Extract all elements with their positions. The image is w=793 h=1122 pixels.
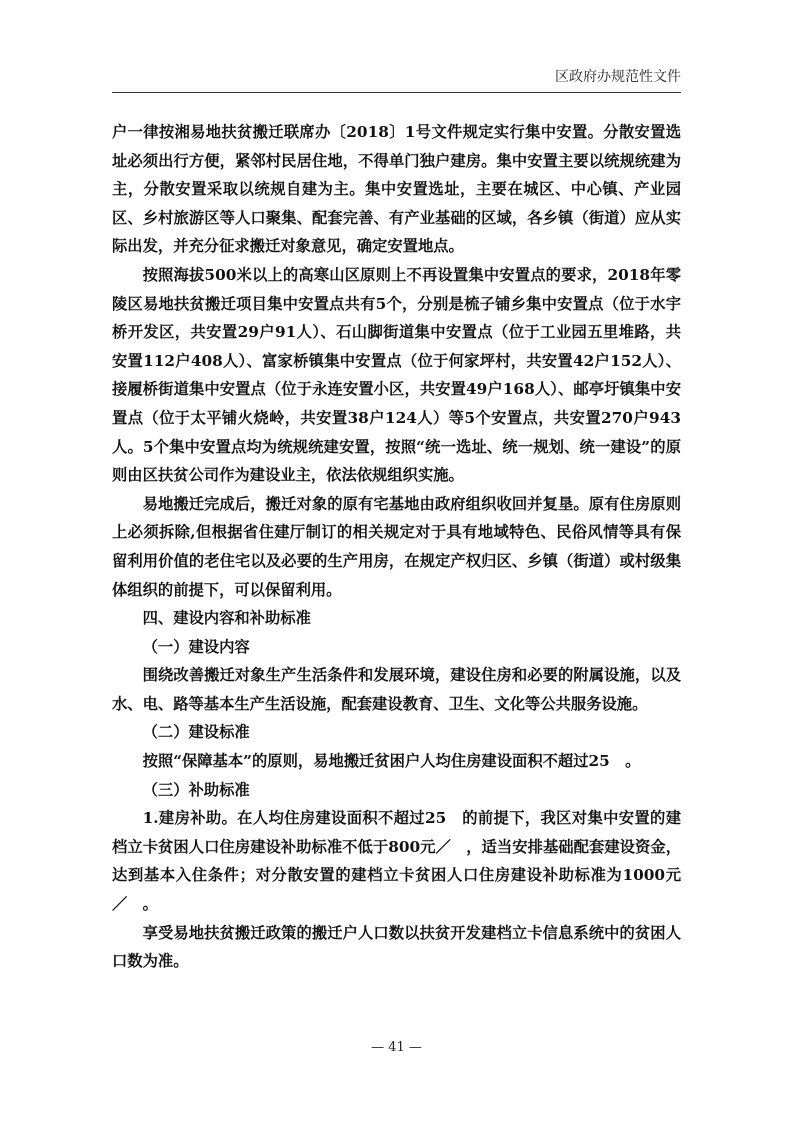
section-heading-construction: 四、建设内容和补助标准 — [142, 609, 311, 628]
header-title: 区政府办规范性文件 — [555, 69, 681, 85]
paragraph-placement-rules: 户一律按湘易地扶贫搬迁联席办〔2018〕1号文件规定实行集中安置。分散安置选址必须出行方便，紧邻村民居住地，不得单门独户建房。集中安置主要以统规统建为主，分散安置采取以统规自建为主。集中安置选址，主要在城区、中心镇、产业园区、乡村旅游区等人口聚集、配套完善、有产业基础的区域，各乡镇（街道）应从实际出发，并充分征求搬迁对象意见，确定安置地点。 — [112, 123, 681, 256]
paragraph-population-basis: 享受易地扶贫搬迁政策的搬迁户人口数以扶贫开发建档立卡信息系统中的贫困人口数为准。 — [112, 923, 681, 971]
paragraph-housing-subsidy: 1.建房补助。在人均住房建设面积不超过25 的前提下，我区对集中安置的建档立卡贫困人口住房建设补助标准不低于800元／ ，适当安排基础配套建设资金，达到基本入住条件；对分散安置的建档立卡贫困人口住房建设补助标准为1000元／ 。 — [112, 809, 681, 914]
subheading-construction-standard: （二）建设标准 — [142, 723, 250, 742]
paragraph-construction-standard: 按照“保障基本”的原则，易地搬迁贫困户人均住房建设面积不超过25 。 — [142, 752, 641, 771]
header-divider — [112, 92, 681, 93]
subheading-subsidy-standard: （三）补助标准 — [142, 780, 250, 799]
paragraph-construction-content: 围绕改善搬迁对象生产生活条件和发展环境，建设住房和必要的附属设施，以及水、电、路等基本生产生活设施，配套建设教育、卫生、文化等公共服务设施。 — [112, 666, 681, 713]
paragraph-homestead-reclamation: 易地搬迁完成后，搬迁对象的原有宅基地由政府组织收回并复垦。原有住房原则上必须拆除,但根据省住建厅制订的相关规定对于具有地域特色、民俗风情等具有保留利用价值的老住宅以及必要的生产用房，在规定产权归区、乡镇（街道）或村级集体组织的前提下，可以保留利用。 — [112, 494, 681, 599]
document-body — [112, 118, 681, 976]
page-number: — 41 — — [371, 1040, 422, 1055]
subheading-construction-content: （一）建设内容 — [142, 637, 250, 656]
paragraph-settlement-sites: 按照海拔500米以上的高寒山区原则上不再设置集中安置点的要求，2018年零陵区易地扶贫搬迁项目集中安置点共有5个，分别是梳子铺乡集中安置点（位于水宇桥开发区，共安置29户91人）、石山脚街道集中安置点（位于工业园五里堆路，共安置112户408人）、富家桥镇集中安置点（位于何家坪村，共安置42户152人）、接履桥街道集中安置点（位于永连安置小区，共安置49户168人）、邮亭圩镇集中安置点（位于太平铺火烧岭，共安置38户124人）等5个安置点，共安置270户943人。5个集中安置点均为统规统建安置，按照“统一选址、统一规划、统一建设”的原则由区扶贫公司作为建设业主，依法依规组织实施。 — [112, 265, 681, 485]
